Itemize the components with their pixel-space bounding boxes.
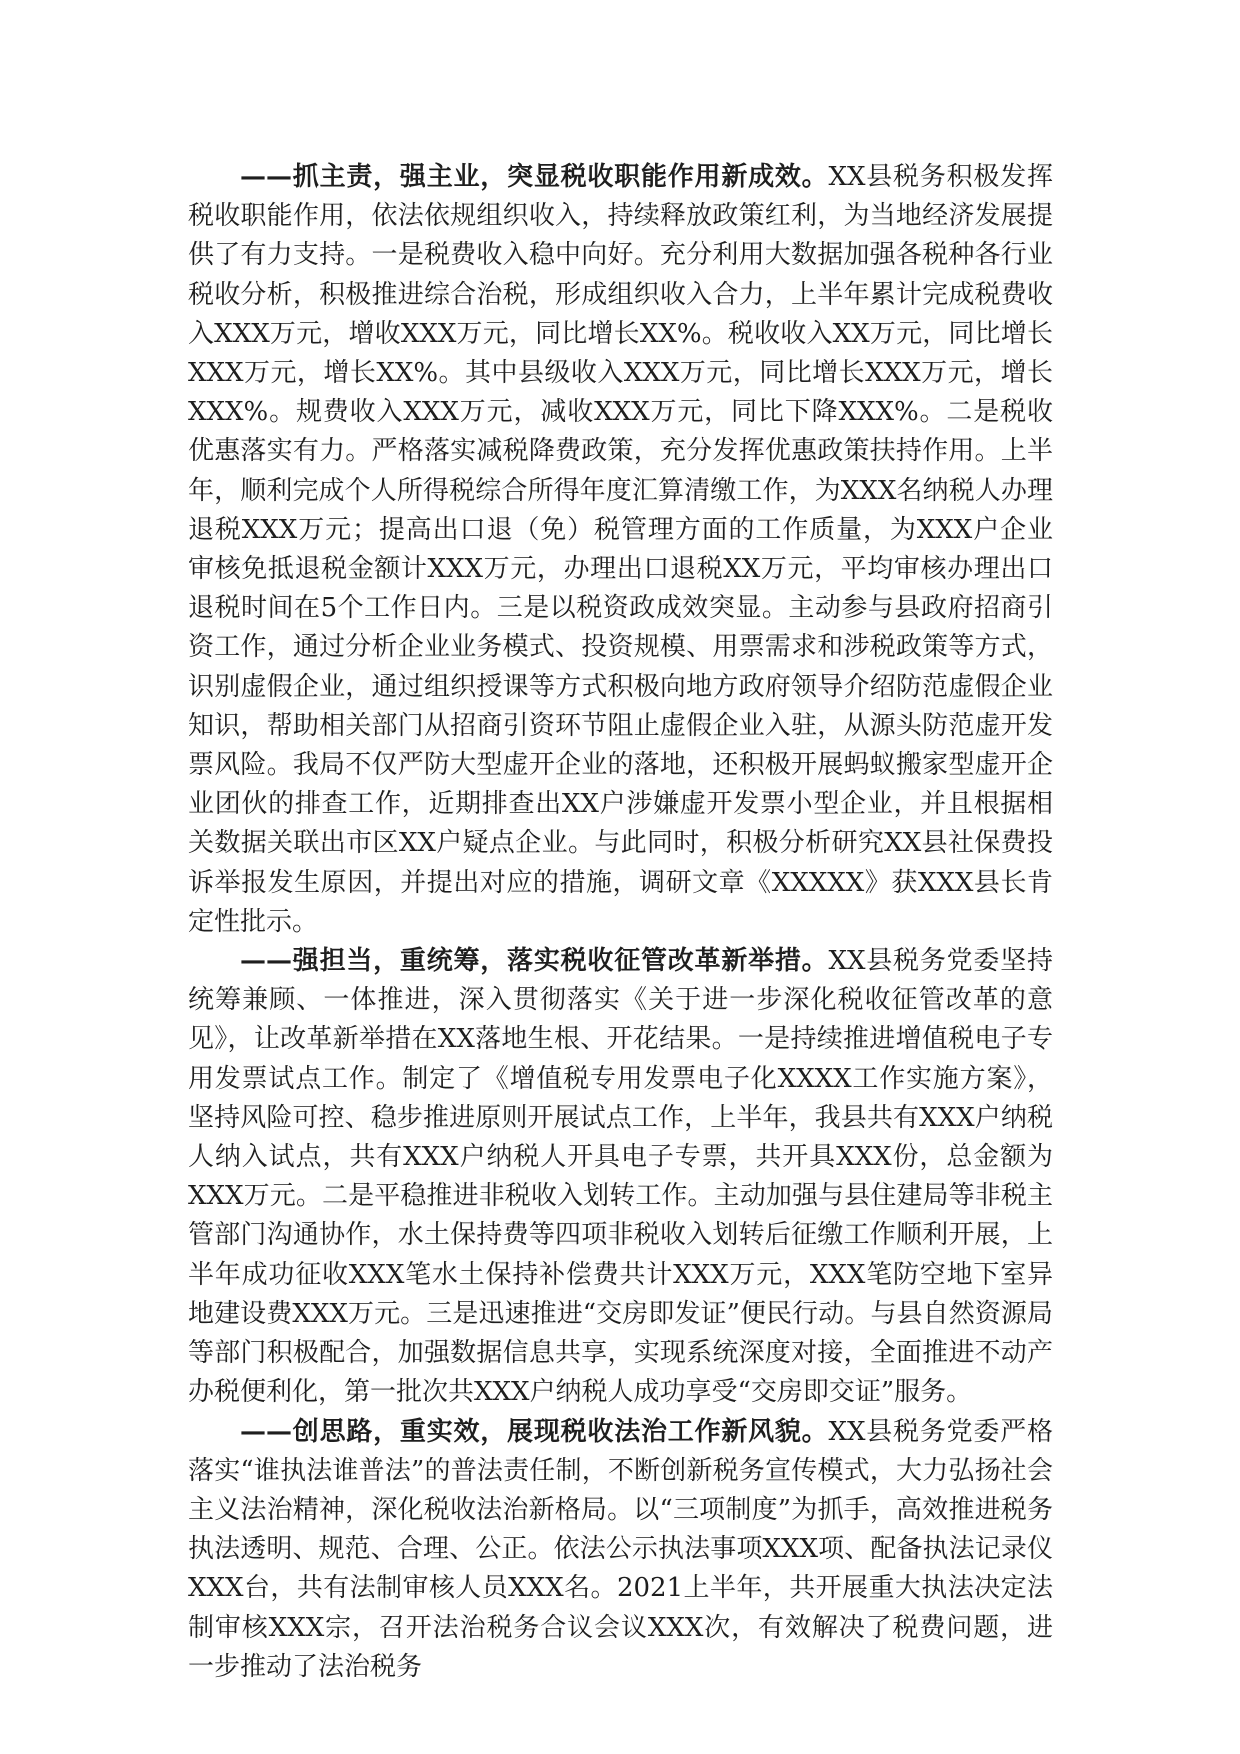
paragraph-collection-reform <box>188 942 1053 1412</box>
paragraph-text: XX县税务积极发挥税收职能作用，依法依规组织收入，持续释放政策红利，为当地经济发展提供了有力支持。一是税费收入稳中向好。充分利用大数据加强各税种各行业税收分析，积极推进综合治税，形成组织收入合力，上半年累计完成税费收入XXX万元，增收XXX万元，同比增长XX%。税收收入XX万元，同比增长XXX万元，增长XX%。其中县级收入XXX万元，同比增长XXX万元，增长XXX%。规费收入XXX万元，减收XXX万元，同比下降XXX%。二是税收优惠落实有力。严格落实减税降费政策，充分发挥优惠政策扶持作用。上半年，顺利完成个人所得税综合所得年度汇算清缴工作，为XXX名纳税人办理退税XXX万元；提高出口退（免）税管理方面的工作质量，为XXX户企业审核免抵退税金额计XXX万元，办理出口退税XX万元，平均审核办理出口退税时间在5个工作日内。三是以税资政成效突显。主动参与县政府招商引资工作，通过分析企业业务模式、投资规模、用票需求和涉税政策等方式，识别虚假企业，通过组织授课等方式积极向地方政府领导介绍防范虚假企业知识，帮助相关部门从招商引资环节阻止虚假企业入驻，从源头防范虚开发票风险。我局不仅严防大型虚开企业的落地，还积极开展蚂蚁搬家型虚开企业团伙的排查工作，近期排查出XX户涉嫌虚开发票小型企业，并且根据相关数据关联出市区XX户疑点企业。与此同时，积极分析研究XX县社保费投诉举报发生原因，并提出对应的措施，调研文章《XXXXX》获XXX县长肯定性批示。 <box>188 162 1053 937</box>
paragraph-heading: ——强担当，重统筹，落实税收征管改革新举措。 <box>240 946 829 977</box>
paragraph-tax-function <box>188 158 1053 942</box>
paragraph-rule-of-law <box>188 1413 1053 1687</box>
paragraph-text: XX县税务党委严格落实“谁执法谁普法”的普法责任制，不断创新税务宣传模式，大力弘扬社会主义法治精神，深化税收法治新格局。以“三项制度”为抓手，高效推进税务执法透明、规范、合理、公正。依法公示执法事项XXX项、配备执法记录仪XXX台，共有法制审核人员XXX名。2021上半年，共开展重大执法决定法制审核XXX宗，召开法治税务合议会议XXX次，有效解决了税费问题，进一步推动了法治税务 <box>188 1416 1053 1682</box>
paragraph-heading: ——创思路，重实效，展现税收法治工作新风貌。 <box>240 1416 829 1447</box>
document-body <box>188 158 1053 1687</box>
paragraph-heading: ——抓主责，强主业，突显税收职能作用新成效。 <box>240 162 829 192</box>
paragraph-text: XX县税务党委坚持统筹兼顾、一体推进，深入贯彻落实《关于进一步深化税收征管改革的意见》，让改革新举措在XX落地生根、开花结果。一是持续推进增值税电子专用发票试点工作。制定了《增值税专用发票电子化XXXX工作实施方案》，坚持风险可控、稳步推进原则开展试点工作，上半年，我县共有XXX户纳税人纳入试点，共有XXX户纳税人开具电子专票，共开具XXX份，总金额为XXX万元。二是平稳推进非税收入划转工作。主动加强与县住建局等非税主管部门沟通协作，水土保持费等四项非税收入划转后征缴工作顺利开展，上半年成功征收XXX笔水土保持补偿费共计XXX万元，XXX笔防空地下室异地建设费XXX万元。三是迅速推进“交房即发证”便民行动。与县自然资源局等部门积极配合，加强数据信息共享，实现系统深度对接，全面推进不动产办税便利化，第一批次共XXX户纳税人成功享受“交房即交证”服务。 <box>188 946 1053 1408</box>
